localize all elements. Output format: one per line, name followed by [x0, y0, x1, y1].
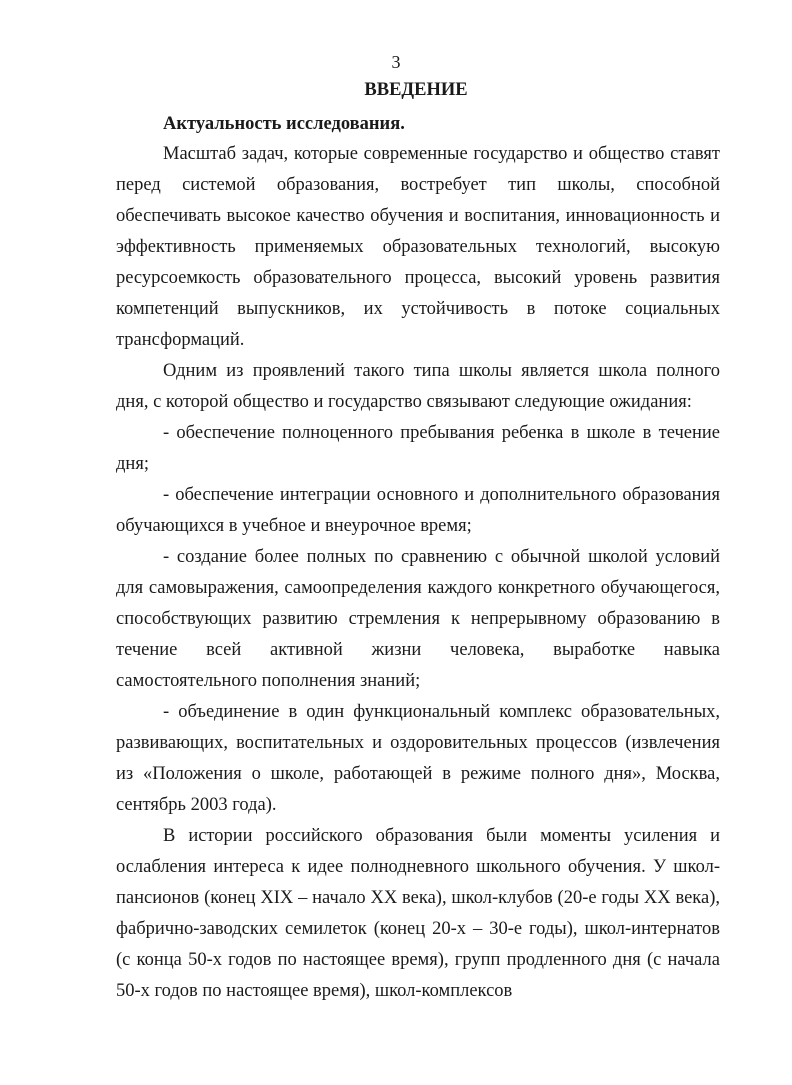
page-number: 3 [391, 52, 401, 72]
section-heading: Актуальность исследования. [163, 114, 405, 134]
paragraph-history: В истории российского образования были моменты усиления и ослабления интереса к идее полнодневного школьного обучения. У школ-пансионов (конец XIX – начало XX века), школ-клубов (20-е годы XX века), фабрично-заводских семилеток (конец 20-х – 30-е годы), школ-интернатов (с конца 50-х годов по настоящее время), групп продленного дня (с начала 50-х годов по настоящее время), школ-комплексов [116, 826, 720, 1001]
paragraph-full-day-school: Одним из проявлений такого типа школы является школа полного дня, с которой общество и государство связывают следующие ожидания: [116, 361, 720, 412]
list-item-stay: - обеспечение полноценного пребывания ребенка в школе в течение дня; [116, 423, 720, 474]
page-title: ВВЕДЕНИЕ [364, 80, 468, 100]
list-item-conditions: - создание более полных по сравнению с обычной школой условий для самовыражения, самоопределения каждого конкретного обучающегося, способствующих развитию стремления к непрерывному образованию в течение всей активной жизни человека, выработке навыка самостоятельного пополнения знаний; [116, 547, 720, 691]
list-item-complex: - объединение в один функциональный комплекс образовательных, развивающих, воспитательных и оздоровительных процессов (извлечения из «Положения о школе, работающей в режиме полного дня», Москва, сентябрь 2003 года). [116, 702, 720, 815]
body-text [116, 139, 720, 1007]
paragraph-intro: Масштаб задач, которые современные государство и общество ставят перед системой образования, востребует тип школы, способной обеспечивать высокое качество обучения и воспитания, инновационность и эффективность применяемых образовательных технологий, высокую ресурсоемкость образовательного процесса, высокий уровень развития компетенций выпускников, их устойчивость в потоке социальных трансформаций. [116, 144, 720, 350]
list-item-integration: - обеспечение интеграции основного и дополнительного образования обучающихся в учебное и внеурочное время; [116, 485, 720, 536]
